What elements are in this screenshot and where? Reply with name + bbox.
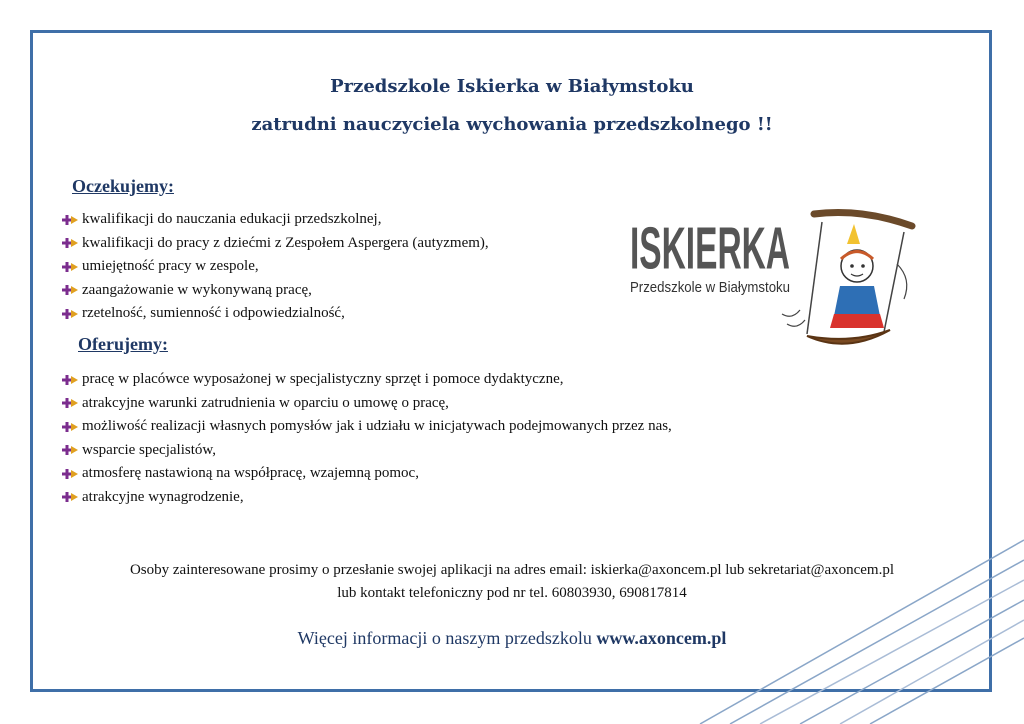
arrow-bullet-icon — [60, 443, 82, 457]
expect-item-text: kwalifikacji do pracy z dziećmi z Zespołem Aspergera (autyzmem), — [82, 234, 489, 251]
swinging-girl-icon — [782, 213, 912, 344]
logo-name: ISKIERKA — [630, 213, 790, 282]
website-link[interactable]: www.axoncem.pl — [596, 628, 727, 648]
expect-item-text: rzetelność, sumienność i odpowiedzialność, — [82, 305, 345, 322]
arrow-bullet-icon — [60, 373, 82, 387]
arrow-bullet-icon — [60, 213, 82, 227]
iskierka-logo — [622, 204, 922, 364]
offer-item-text: pracę w placówce wyposażonej w specjalistyczny sprzęt i pomoce dydaktyczne, — [82, 371, 564, 388]
contact-line-2: lub kontakt telefoniczny pod nr tel. 60803930, 690817814 — [337, 585, 687, 601]
offer-item-text: wsparcie specjalistów, — [82, 441, 216, 458]
arrow-bullet-icon — [60, 283, 82, 297]
decorative-lines — [660, 520, 1024, 724]
header-title: Przedszkole Iskierka w Białymstoku — [330, 76, 694, 97]
offer-item — [60, 462, 672, 486]
arrow-bullet-icon — [60, 260, 82, 274]
expect-item — [60, 208, 489, 232]
expect-item-text: umiejętność pracy w zespole, — [82, 258, 259, 275]
offer-item — [60, 486, 672, 510]
expect-heading: Oczekujemy: — [72, 176, 174, 196]
offer-item — [60, 439, 672, 463]
arrow-bullet-icon — [60, 396, 82, 410]
offer-item-text: atrakcyjne warunki zatrudnienia w oparciu o umowę o pracę, — [82, 394, 449, 411]
expect-item — [60, 279, 489, 303]
more-info-text: Więcej informacji o naszym przedszkolu — [297, 628, 597, 648]
offer-item — [60, 392, 672, 416]
arrow-bullet-icon — [60, 490, 82, 504]
arrow-bullet-icon — [60, 467, 82, 481]
expect-list — [60, 208, 489, 326]
logo-subtitle: Przedszkole w Białymstoku — [630, 279, 790, 296]
expect-item-text: kwalifikacji do nauczania edukacji przedszkolnej, — [82, 211, 382, 228]
offer-item — [60, 415, 672, 439]
offer-list — [60, 368, 672, 509]
offer-item — [60, 368, 672, 392]
expect-item — [60, 302, 489, 326]
expect-item — [60, 255, 489, 279]
header-subtitle: zatrudni nauczyciela wychowania przedszkolnego !! — [251, 114, 773, 135]
offer-item-text: atrakcyjne wynagrodzenie, — [82, 488, 244, 505]
contact-line-1: Osoby zainteresowane prosimy o przesłanie swojej aplikacji na adres email: iskierka@axoncem.pl lub sekretariat@axoncem.pl — [129, 562, 895, 578]
offer-item-text: możliwość realizacji własnych pomysłów jak i udziału w inicjatywach podejmowanych przez nas, — [82, 418, 672, 435]
arrow-bullet-icon — [60, 236, 82, 250]
arrow-bullet-icon — [60, 307, 82, 321]
arrow-bullet-icon — [60, 420, 82, 434]
expect-item — [60, 232, 489, 256]
offer-heading: Oferujemy: — [78, 334, 168, 354]
expect-item-text: zaangażowanie w wykonywaną pracę, — [82, 281, 312, 298]
offer-item-text: atmosferę nastawioną na współpracę, wzajemną pomoc, — [82, 465, 419, 482]
